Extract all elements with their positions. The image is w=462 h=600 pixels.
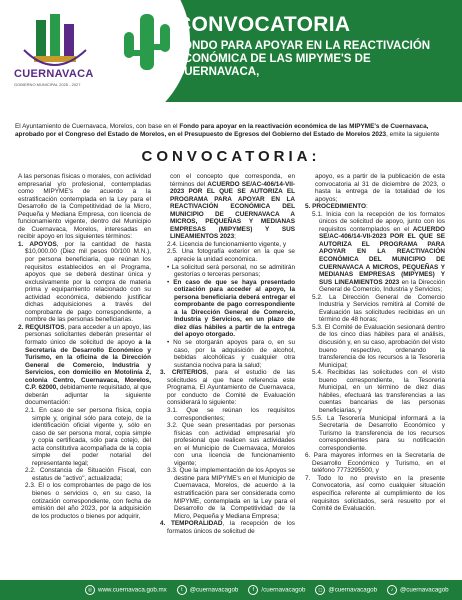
header-banner: [0, 0, 462, 102]
intro-text: El Ayuntamiento de Cuernavaca, Morelos, con base en el: [15, 123, 180, 130]
page-title: CONVOCATORIA: [176, 13, 351, 36]
item-informes: 6. Para mayores informes en la Secretaría de Desarrollo Económico y Turismo, en el teléfono 7773295500, y: [305, 452, 445, 475]
column-2: [160, 173, 295, 535]
procedimiento-5-2: 5.2. La Dirección General de Comercio Industria y Servicios remitirá al Comité de Evaluación las solicitudes recibidas en un término de 48 horas;: [312, 293, 445, 324]
footer-social-3[interactable]: ◻ @cuernavacagob: [315, 585, 377, 595]
bullet-exclusiones: • No se otorgarán apoyos para o, en su caso, por la adquisición de alcohol, bebidas alcohólicas y cualquier otra sustancia nociva para la salud;: [160, 339, 295, 369]
requisito-2-2: 2.2. Constancia de Situación Fiscal, con estatus de "activo", actualizada;: [25, 467, 151, 482]
col2-continuation: con el concepto que corresponda, en términos del ACUERDO SE/AC-406/14-VII-2023 POR EL QUE SE AUTORIZA EL PROGRAMA PARA APOYAR EN LA REACTIVACIÓN ECONÓMICA DEL MUNICIPIO DE CUERNAVACA A MICROS, PEQUEÑAS Y MEDIANAS EMPRESAS (MIPYMES) Y SUS LINEAMIENTOS 2023;: [170, 173, 295, 241]
section-heading: CONVOCATORIA:: [141, 148, 321, 165]
criterio-3-3: 3.3. Que la implementación de los Apoyos se destine para MIPYME's en el Municipio de Cuernavaca, Morelos, de acuerdo a la estratificación para ser considerada como MIPYME, contemplada en la Ley para el Desarrollo de la Competitividad de la Micro, Pequeña y Mediana Empresa;: [167, 467, 295, 520]
intro-paragraph: [15, 123, 449, 140]
item-no-previsto: 7. Todo lo no previsto en la presente Convocatoria, así como cualquier situación específica referente al cumplimiento de los requisitos solicitados, será resuelto por el Comité de Evaluación.: [305, 474, 445, 513]
bullet-cotizacion: • En caso de que se haya presentado cotización para acceder al apoyo, la persona beneficiaria deberá entregar el comprobante de pago correspondiente a la Dirección General de Comercio, Industria y Servicios, en un plazo de diez días hábiles a partir de la entrega del apoyo otorgado.: [160, 279, 295, 339]
procedimiento-5-4: 5.4. Recibidas las solicitudes con el visto bueno correspondiente, la Tesorería Municipal, en un término de diez días hábiles, efectuará las transferencias a las cuentas bancarias de las personas beneficiarias, y: [312, 369, 445, 414]
requisito-2-1: 2.1. En caso de ser persona física, copia simple y, original sólo para cotejo, de la identificación oficial vigente y, sólo en caso de ser persona moral, copia simple y copia certificada, sólo para cotejo, del acta constitutiva acompañada de la copia simple del poder notarial del representante legal;: [25, 406, 151, 467]
footer-social-2[interactable]: f /cuernavacagob: [248, 585, 305, 595]
instagram-icon: ◻: [315, 585, 325, 595]
col3-continuation: apoyo, es a partir de la publicación de esta convocatoria al 31 de diciembre de 2023, o hasta la entrega de la totalidad de los apoyos;: [315, 173, 445, 203]
item-requisitos: 2. REQUISITOS, para acceder a un apoyo, las personas solicitantes deberán presentar el formato único de solicitud de apoyo a la Secretaría de Desarrollo Económico y Turismo, en la oficina de la Dirección General de Comercio, Industria y Servicios, con domicilio en Motolinía 2, colonia Centro, Cuernavaca, Morelos, C.P. 62000, debidamente requisitado, al que deberán adjuntar la siguiente documentación:: [18, 323, 151, 407]
intro-fund-name: Fondo para apoyar en la reactivación económica de las MIPYME's de Cuernavaca, aprobado por el Congreso del Estado de Morelos, en el Presupuesto de Egresos del Gobierno del Estado de Morelos 2023: [15, 123, 429, 139]
facebook-icon: f: [248, 585, 258, 595]
footer-bar: [0, 580, 462, 600]
item-apoyos: 1. APOYOS, por la cantidad de hasta $10,000.00 (Diez mil pesos 00/100 M.N.), por persona beneficiaria, que reúnan los requisitos establecidos en el Programa, apoyos que se deberá destinar única y exclusivamente por la compra de materia prima y equipamiento relacionado con su actividad económica, debiendo justificar dichas adquisiciones a través del comprobante de pago correspondiente, a nombre de las personas beneficiarias.: [18, 240, 151, 324]
footer-website[interactable]: ◎ www.cuernavaca.gob.mx: [85, 585, 167, 595]
criterio-3-1: 3.1. Que se reúnan los requisitos correspondientes;: [167, 406, 295, 422]
item-temporalidad: 4. TEMPORALIDAD, la recepción de los formatos únicos de solicitud de: [160, 520, 295, 535]
footer-social-4[interactable]: ♪ @cuernavacagob: [387, 585, 449, 595]
intro-tail: , emite la siguiente: [386, 131, 440, 139]
cactus-icon: [118, 6, 178, 76]
bullet-personal: • La solicitud será personal, no se admitirán gestorías o terceras personas;: [160, 264, 295, 279]
page-subtitle: FONDO PARA APOYAR EN LA REACTIVACIÓN ECONÓMICA DE LAS MIPYME'S DE CUERNAVACA,: [176, 40, 431, 78]
tiktok-icon: ♪: [387, 585, 397, 595]
col1-intro: A las personas físicas o morales, con actividad empresarial y/o profesional, contempladas como MIPYME's de acuerdo a la estratificación contemplada en la Ley para el Desarrollo de la Competitividad de la Micro, Pequeña y Mediana Empresa, con licencia de funcionamiento vigente, dentro del Municipio de Cuernavaca, Morelos, interesadas en recibir apoyo en los siguientes términos:: [18, 173, 151, 241]
globe-icon: ◎: [85, 585, 95, 595]
procedimiento-5-1: 5.1. Inicia con la recepción de los formatos únicos de solicitud de apoyo, junto con los requisitos contemplados en el ACUERDO SE/AC-406/14-VII-2023 POR EL QUE SE AUTORIZA EL PROGRAMA PARA APOYAR EN LA REACTIVACIÓN ECONÓMICA DEL MUNICIPIO DE CUERNAVACA A MICROS, PEQUEÑAS Y MEDIANAS EMPRESAS (MIPYMES) Y SUS LINEAMIENTOS 2023 en la Dirección General de Comercio, Industria y Servicios;: [312, 210, 446, 294]
logo-subtitle: GOBIERNO MUNICIPAL 2025 - 2027: [14, 82, 81, 87]
footer-links: [85, 585, 455, 595]
item-procedimiento: 5. PROCEDIMIENTO:: [305, 203, 368, 211]
requisito-2-4: 2.4. Licencia de funcionamiento vigente, y: [167, 240, 287, 248]
item-criterios: 3. CRITERIOS, para el estudio de las solicitudes al que hace referencia este Programa, El Ayuntamiento de Cuernavaca, por conducto de Comité de Evaluación considerará lo siguiente:: [160, 369, 295, 407]
column-1: [18, 173, 151, 520]
requisito-2-3: 2.3. El o los comprobantes de pago de los bienes o servicios o, en su caso, la cotización correspondiente, con fecha de emisión del año 2023, por la adquisición de los productos o bienes por adquirir,: [25, 482, 151, 520]
twitter-icon: t: [177, 585, 187, 595]
logo-name: CUERNAVACA: [14, 68, 94, 80]
requisito-2-5: 2.5. Una fotografía exterior en la que se aprecie la unidad económica.: [167, 248, 295, 264]
column-3: [305, 173, 445, 513]
criterio-3-2: 3.2. Que sean presentadas por personas físicas con actividad empresarial y/o profesional que realicen sus actividades en el Municipio de Cuernavaca, Morelos con una licencia de funcionamiento vigente;: [167, 422, 295, 467]
procedimiento-5-5: 5.5. La Tesorería Municipal informará a la Secretaría de Desarrollo Económico y Turismo la transferencia de los recursos correspondientes para su notificación correspondiente.: [312, 414, 445, 452]
footer-social-1[interactable]: t @cuernavacagob: [177, 585, 239, 595]
procedimiento-5-3: 5.3. El Comité de Evaluación sesionará dentro de los cinco días hábiles para el análisis, discusión y, en su caso, aprobación del visto bueno respectivo, ordenando la transferencia de los recursos a la Tesorería Municipal;: [312, 323, 445, 369]
